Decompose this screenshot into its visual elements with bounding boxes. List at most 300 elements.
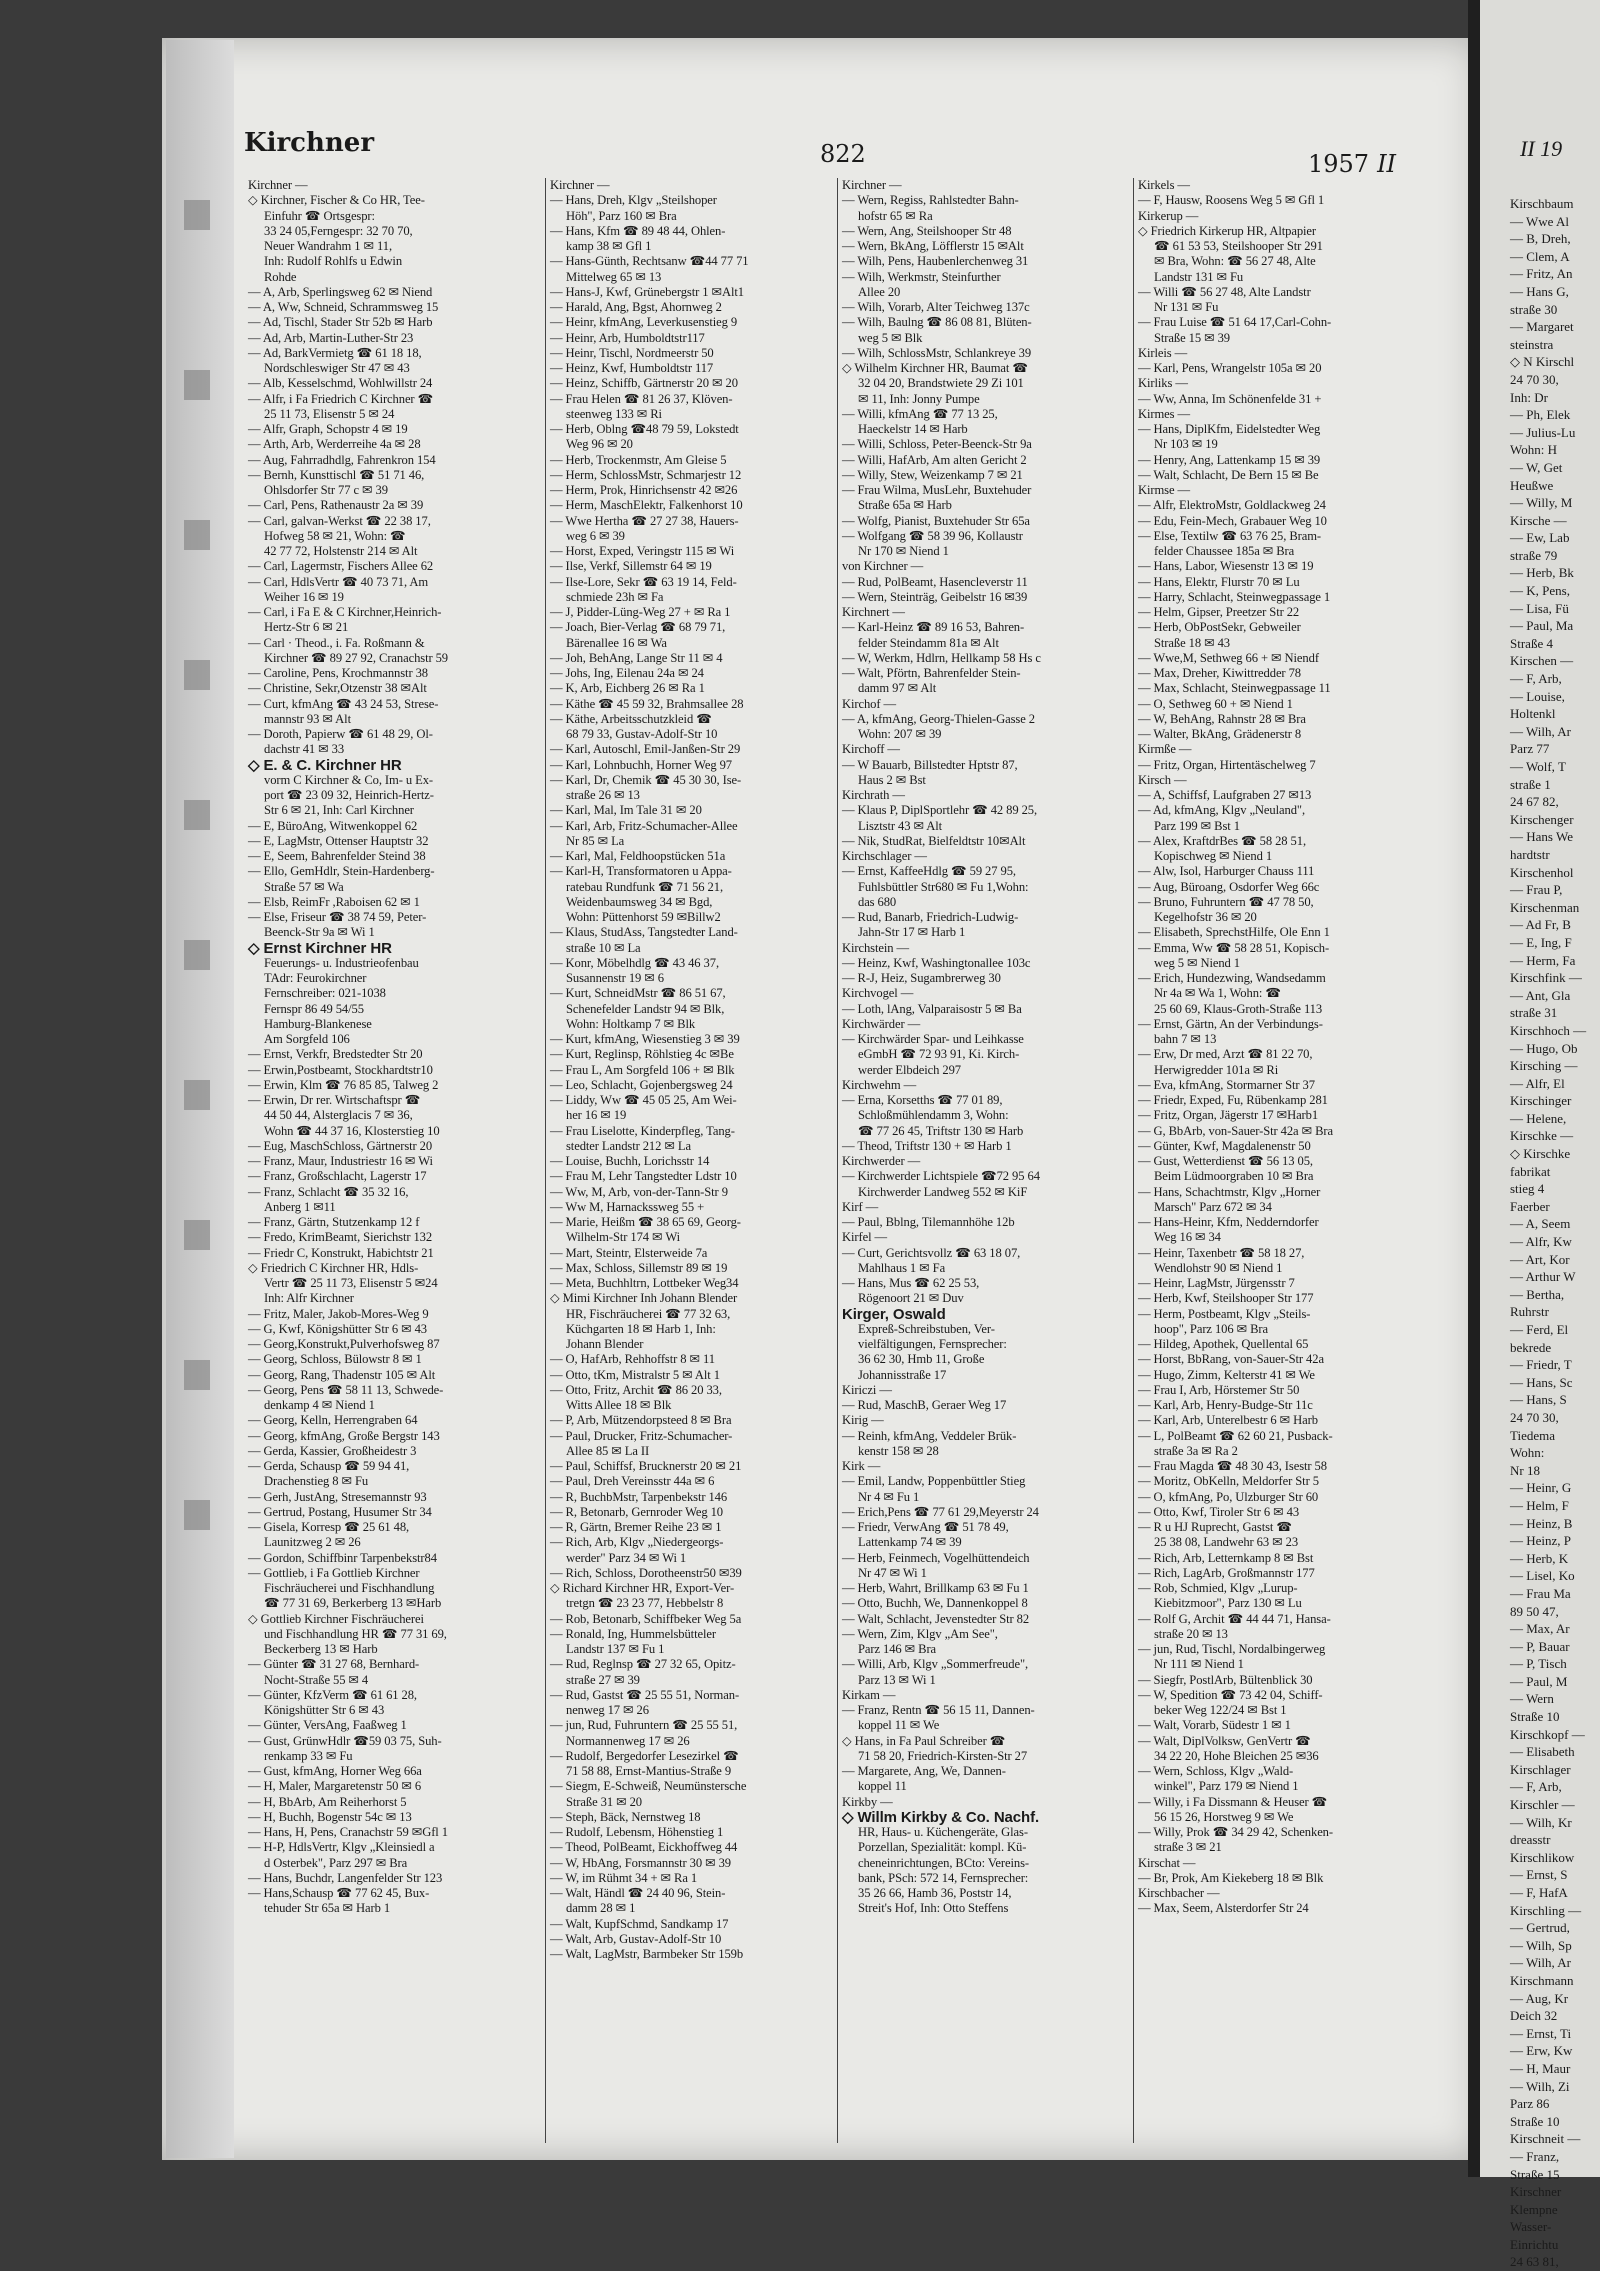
directory-entry-line: — Karl, Dr, Chemik ☎ 45 30 30, Ise-: [550, 772, 742, 787]
next-page-line: Wasser-: [1510, 2219, 1552, 2235]
directory-entry-line: ◇ Friedrich C Kirchner HR, Hdls-: [248, 1260, 419, 1275]
directory-entry-line: — Ernst, KaffeeHdlg ☎ 59 27 95,: [842, 864, 1016, 879]
directory-entry-line: — A, Schiffsf, Laufgraben 27 ✉13: [1138, 788, 1312, 802]
directory-entry-line: — Rich, Arb, Klgv „Niedergeorgs-: [550, 1535, 724, 1550]
directory-entry-line: — Paul, Bblng, Tilemannhöhe 12b: [842, 1215, 1015, 1229]
directory-entry-line: — Carl, HdlsVertr ☎ 40 73 71, Am: [248, 574, 429, 589]
next-page-line: Kirschenger: [1510, 811, 1574, 827]
directory-entry-line: — Frau L, Am Sorgfeld 106 + ✉ Blk: [550, 1062, 735, 1077]
directory-entry-line: — Reinh, kfmAng, Veddeler Brük-: [842, 1428, 1017, 1443]
directory-entry-line: Landstr 137 ✉ Fu 1: [566, 1642, 665, 1656]
directory-entry-line: — Frau I, Arb, Hörstemer Str 50: [1138, 1382, 1300, 1397]
next-page-line: — Heinr, G: [1510, 1480, 1572, 1496]
directory-entry-line: — O, HafArb, Rehhoffstr 8 ✉ 11: [550, 1352, 715, 1367]
directory-entry-line: Kirchner —: [550, 178, 610, 192]
directory-entry-line: 25 38 08, Landwehr 63 ✉ 23: [1154, 1535, 1299, 1550]
directory-entry-line: das 680: [858, 894, 897, 909]
directory-entry-line: ✉ 11, Inh: Jonny Pumpe: [858, 391, 980, 406]
next-page-line: straße 31: [1510, 1005, 1558, 1021]
directory-entry-line: Weiher 16 ✉ 19: [264, 589, 344, 604]
next-page-line: — Max, Ar: [1510, 1621, 1570, 1637]
column-rule: [1133, 178, 1134, 2143]
next-page-line: — Ant, Gla: [1510, 987, 1571, 1003]
directory-entry-line: Höh", Parz 160 ✉ Bra: [566, 208, 677, 223]
next-page-line: Straße 4: [1510, 635, 1553, 651]
directory-entry-line: — Harald, Ang, Bgst, Ahornweg 2: [550, 300, 722, 314]
directory-entry-line: — Günter ☎ 31 27 68, Bernhard-: [248, 1657, 420, 1672]
directory-entry-line: — P, Arb, Mützendorpsteed 8 ✉ Bra: [550, 1413, 732, 1428]
directory-entry-line: — Eug, MaschSchloss, Gärtnerstr 20: [248, 1138, 433, 1153]
next-page-line: Heußwe: [1510, 477, 1554, 493]
directory-entry-line: Feuerungs- u. Industrieofenbau: [264, 955, 419, 970]
next-page-line: — K, Pens,: [1510, 583, 1570, 599]
directory-entry-line: Nr 85 ✉ La: [566, 833, 625, 848]
next-page-line: — Heinz, P: [1510, 1533, 1572, 1549]
directory-entry-line: straße 3 ✉ 21: [1154, 1840, 1222, 1855]
directory-entry-line: — jun, Rud, Tischl, Nordalbingerweg: [1138, 1642, 1326, 1656]
directory-entry-line: straße 27 ✉ 39: [566, 1672, 640, 1687]
directory-entry-line: steenweg 133 ✉ Ri: [566, 406, 662, 421]
directory-entry-line: 36 62 30, Hmb 11, Große: [858, 1352, 985, 1367]
directory-entry-line: — Carl, i Fa E & C Kirchner,Heinrich-: [248, 605, 442, 619]
directory-entry-line: — Willy, i Fa Dissmann & Heuser ☎: [1138, 1794, 1328, 1809]
directory-entry-line: ◇ Wilhelm Kirchner HR, Baumat ☎: [842, 361, 1028, 375]
directory-entry-line: — H, Maler, Margaretenstr 50 ✉ 6: [248, 1779, 422, 1794]
directory-entry-line: — Hans, Buchdr, Langenfelder Str 123: [248, 1870, 443, 1885]
directory-entry-line: — Max, Seem, Alsterdorfer Str 24: [1138, 1901, 1309, 1916]
directory-entry-line: — Rudolf, Lebensm, Höhenstieg 1: [550, 1825, 724, 1839]
directory-entry-line: koppel 11: [858, 1779, 907, 1794]
directory-entry-line: ☎ 77 31 69, Berkerberg 13 ✉Harb: [264, 1596, 442, 1611]
directory-entry-line: — Joh, BehAng, Lange Str 11 ✉ 4: [550, 650, 723, 665]
next-page-line: — Paul, M: [1510, 1673, 1568, 1689]
directory-entry-line: — Theod, PolBeamt, Eickhoffweg 44: [550, 1840, 738, 1855]
next-page-line: — Willy, M: [1510, 495, 1573, 511]
directory-entry-line: — E, LagMstr, Ottenser Hauptstr 32: [248, 833, 429, 848]
directory-entry-line: — Kurt, kfmAng, Wiesenstieg 3 ✉ 39: [550, 1032, 740, 1046]
directory-entry-line: Nr 103 ✉ 19: [1154, 437, 1218, 452]
directory-entry-line: bank, PSch: 572 14, Fernsprecher:: [858, 1870, 1029, 1885]
directory-entry-line: — Horst, Exped, Veringstr 115 ✉ Wi: [550, 544, 735, 558]
directory-entry-line: — Walt, Arb, Gustav-Adolf-Str 10: [550, 1931, 722, 1946]
column-rule: [837, 178, 838, 2143]
directory-entry-line: straße 3a ✉ Ra 2: [1154, 1443, 1238, 1458]
directory-entry-line: Kirkby —: [842, 1794, 893, 1809]
next-page-line: — Wwe Al: [1510, 213, 1569, 229]
next-page-line: — Hans G,: [1510, 283, 1569, 299]
directory-entry-line: — Willi, Schloss, Peter-Beenck-Str 9a: [842, 437, 1032, 452]
directory-entry-line: — Hans, Dreh, Klgv „Steilshoper: [550, 193, 717, 208]
directory-entry-line: ratebau Rundfunk ☎ 71 56 21,: [566, 879, 723, 894]
directory-entry-line: — Walt, Schlacht, Jevenstedter Str 82: [842, 1611, 1030, 1626]
directory-entry-line: — Gordon, Schiffbinr Tarpenbekstr84: [248, 1550, 437, 1565]
directory-entry-line: — Frau Magda ☎ 48 30 43, Isestr 58: [1138, 1459, 1327, 1473]
directory-entry-line: — Günter, Kwf, Magdalenenstr 50: [1138, 1138, 1311, 1153]
directory-entry-line: — Alex, KraftdrBes ☎ 58 28 51,: [1138, 833, 1306, 848]
directory-entry-line: werder" Parz 34 ✉ Wi 1: [566, 1550, 687, 1565]
directory-entry-line: — Alfr, ElektroMstr, Goldlackweg 24: [1138, 498, 1326, 513]
next-page-line: Wohn:: [1510, 1445, 1545, 1461]
directory-entry-line: Nordschleswiger Str 47 ✉ 43: [264, 361, 410, 375]
next-page-line: straße 30: [1510, 301, 1558, 317]
directory-entry-line: port ☎ 23 09 32, Heinrich-Hertz-: [264, 788, 434, 802]
directory-entry-line: — Emil, Landw, Poppenbüttler Stieg: [842, 1474, 1026, 1489]
directory-entry-line: — Hans-J, Kwf, Grünebergstr 1 ✉Alt1: [550, 284, 744, 299]
directory-entry-line: Kirmes —: [1138, 406, 1191, 421]
directory-entry-line: — Helm, Gipser, Preetzer Str 22: [1138, 605, 1300, 619]
directory-entry-line: — jun, Rud, Fuhruntern ☎ 25 55 51,: [550, 1718, 738, 1733]
directory-entry-line: — Gerda, Kassier, Großheidestr 3: [248, 1443, 417, 1458]
directory-entry-line: Wohn: 207 ✉ 39: [858, 727, 942, 741]
directory-entry-line: ◇ Friedrich Kirkerup HR, Altpapier: [1138, 223, 1317, 238]
directory-entry-line: Kirfel —: [842, 1230, 888, 1245]
directory-entry-line: — Kirchwärder Spar- und Leihkasse: [842, 1032, 1024, 1046]
directory-entry-line: — Klaus P, DiplSportlehr ☎ 42 89 25,: [842, 803, 1038, 818]
directory-entry-line: — Erna, Korsetths ☎ 77 01 89,: [842, 1093, 1003, 1107]
directory-entry-line: — Caroline, Pens, Krochmannstr 38: [248, 666, 428, 680]
directory-entry-line: Normannenweg 17 ✉ 26: [566, 1733, 690, 1748]
directory-entry-line: Nocht-Straße 55 ✉ 4: [264, 1672, 369, 1687]
next-page-line: Kirsching —: [1510, 1058, 1578, 1074]
directory-entry-line: Lattenkamp 74 ✉ 39: [858, 1535, 962, 1550]
directory-entry-line: — Erich,Pens ☎ 77 61 29,Meyerstr 24: [842, 1504, 1039, 1519]
directory-entry-line: hoop", Parz 106 ✉ Bra: [1154, 1321, 1268, 1336]
directory-entry-line: — R, Gärtn, Bremer Reihe 23 ✉ 1: [550, 1520, 722, 1534]
directory-entry-line: — W, BehAng, Rahnstr 28 ✉ Bra: [1138, 711, 1306, 726]
directory-entry-line: — Rud, PolBeamt, Hasencleverstr 11: [842, 574, 1028, 589]
directory-entry-line: Parz 199 ✉ Bst 1: [1154, 818, 1240, 833]
column-4: [1138, 178, 1438, 1917]
next-page-line: Wohn: H: [1510, 442, 1557, 458]
page-header-year: [1308, 150, 1396, 178]
directory-entry-line: Johann Blender: [566, 1337, 644, 1351]
directory-entry-line: — Fredo, KrimBeamt, Sierichstr 132: [248, 1230, 433, 1245]
directory-entry-line: — Hans, H, Pens, Cranachstr 59 ✉Gfl 1: [248, 1825, 448, 1839]
directory-entry-line: — Gust, kfmAng, Horner Weg 66a: [248, 1764, 422, 1778]
next-page-line: — Franz,: [1510, 2148, 1560, 2164]
directory-entry-line: von Kirchner —: [842, 559, 924, 574]
directory-entry-line: Allee 20: [858, 284, 901, 299]
directory-entry-line: Kirkerup —: [1138, 208, 1199, 223]
next-page-line: Kirschlager: [1510, 1761, 1571, 1777]
directory-entry-line: — Herb, Trockenmstr, Am Gleise 5: [550, 452, 727, 467]
directory-entry-line: — Rich, Arb, Letternkamp 8 ✉ Bst: [1138, 1550, 1314, 1565]
directory-entry-line: Nr 111 ✉ Niend 1: [1154, 1657, 1244, 1672]
next-page-header: II 19: [1520, 136, 1563, 161]
next-page-line: ◇ N Kirschl: [1510, 354, 1575, 370]
next-page-line: fabrikat: [1510, 1163, 1551, 1179]
directory-entry-line: Kirchnert —: [842, 605, 905, 619]
directory-entry-line: — Herm, Postbeamt, Klgv „Steils-: [1138, 1306, 1311, 1321]
directory-entry-line: — Friedr, Exped, Fu, Rübenkamp 281: [1138, 1093, 1328, 1107]
directory-entry-line: Kirmße —: [1138, 742, 1192, 757]
directory-entry-line: — H, Buchh, Bogenstr 54c ✉ 13: [248, 1809, 412, 1824]
directory-entry-line: — Franz, Rentn ☎ 56 15 11, Dannen-: [842, 1703, 1035, 1717]
directory-entry-line: — Arth, Arb, Werderreihe 4a ✉ 28: [248, 437, 421, 452]
next-page-line: Kirschhoch —: [1510, 1022, 1587, 1038]
directory-entry-line: — Frau Helen ☎ 81 26 37, Klöven-: [550, 391, 733, 406]
next-page-line: — Frau Ma: [1510, 1585, 1571, 1601]
directory-entry-line: — Alb, Kesselschmd, Wohlwillstr 24: [248, 376, 433, 391]
directory-entry-line: — Loth, lAng, Valparaisostr 5 ✉ Ba: [842, 1001, 1022, 1016]
directory-entry-line: d Osterbek", Parz 297 ✉ Bra: [264, 1855, 408, 1870]
directory-entry-line: — Fritz, Organ, Hirtentäschelweg 7: [1138, 757, 1316, 772]
directory-entry-line: kenstr 158 ✉ 28: [858, 1443, 939, 1458]
directory-entry-line: — Friedr C, Konstrukt, Habichtstr 21: [248, 1245, 434, 1260]
directory-entry-line: ◇ Kirchner, Fischer & Co HR, Tee-: [248, 193, 425, 208]
directory-entry-line: — Gerda, Schausp ☎ 59 94 41,: [248, 1459, 410, 1473]
next-page-line: — Fritz, An: [1510, 266, 1573, 282]
directory-entry-line: 44 50 44, Alsterglacis 7 ✉ 36,: [264, 1108, 413, 1123]
directory-entry-line: — Hans, Schachtmstr, Klgv „Horner: [1138, 1184, 1321, 1199]
directory-entry-line: — Henry, Ang, Lattenkamp 15 ✉ 39: [1138, 452, 1321, 467]
next-page-line: — Lisa, Fü: [1510, 600, 1569, 616]
directory-entry-line: Kirchschlager —: [842, 849, 927, 863]
next-page-line: — Heinz, B: [1510, 1515, 1573, 1531]
directory-entry-line: tehuder Str 65a ✉ Harb 1: [264, 1901, 391, 1916]
directory-entry-line: Lisztstr 43 ✉ Alt: [858, 818, 943, 833]
directory-entry-line: — W, Werkm, Hdlrn, Hellkamp 58 Hs c: [842, 650, 1041, 665]
directory-entry-line: Herwigredder 101a ✉ Ri: [1154, 1062, 1279, 1077]
directory-entry-line: — Ad, Arb, Martin-Luther-Str 23: [248, 330, 414, 345]
directory-entry-line: Susannenstr 19 ✉ 6: [566, 971, 664, 985]
directory-entry-line: Porzellan, Spezialität: kompl. Kü-: [858, 1840, 1027, 1855]
next-page-line: — Helene,: [1510, 1110, 1567, 1126]
next-page-line: — Herb, K: [1510, 1550, 1569, 1566]
directory-entry-line: — Wilh, Baulng ☎ 86 08 81, Blüten-: [842, 315, 1032, 330]
directory-entry-line: Küchgarten 18 ✉ Harb 1, Inh:: [566, 1321, 716, 1336]
directory-entry-line: — Johs, Ing, Eilenau 24a ✉ 24: [550, 666, 704, 680]
directory-entry-line: — Else, Friseur ☎ 38 74 59, Peter-: [248, 910, 427, 924]
directory-entry-line: — Hildeg, Apothek, Quellental 65: [1138, 1337, 1309, 1351]
next-page-line: — Hans, Sc: [1510, 1374, 1573, 1390]
directory-entry-line: Mahlhaus 1 ✉ Fa: [858, 1260, 946, 1275]
directory-entry-line: — Herm, SchlossMstr, Schmarjestr 12: [550, 467, 742, 482]
directory-entry-line: — Wilh, Vorarb, Alter Teichweg 137c: [842, 300, 1030, 314]
directory-entry-line: Kirliks —: [1138, 376, 1188, 391]
next-page-line: — Wern: [1510, 1691, 1554, 1707]
directory-entry-line: winkel", Parz 179 ✉ Niend 1: [1154, 1779, 1299, 1794]
next-page-line: Kirschen —: [1510, 653, 1574, 669]
directory-entry-line: Beckerberg 13 ✉ Harb: [264, 1642, 378, 1656]
directory-entry-line: — Br, Prok, Am Kiekeberg 18 ✉ Blk: [1138, 1870, 1324, 1885]
directory-entry-line: 25 11 73, Elisenstr 5 ✉ 24: [264, 406, 395, 421]
directory-entry-line: tretgn ☎ 23 23 77, Hebbelstr 8: [566, 1596, 724, 1611]
directory-entry-line: — Alw, Isol, Harburger Chauss 111: [1138, 864, 1315, 879]
page-number: 822: [820, 140, 866, 168]
directory-entry-line: weg 5 ✉ Blk: [858, 330, 923, 345]
next-page-line: — Helm, F: [1510, 1497, 1569, 1513]
directory-entry-line: Kirchstein —: [842, 940, 910, 955]
directory-entry-line: Kirchof —: [842, 696, 897, 711]
directory-entry-line: — Georg, Schloss, Bülowstr 8 ✉ 1: [248, 1352, 422, 1367]
directory-entry-line: — H, BbArb, Am Reiherhorst 5: [248, 1794, 407, 1809]
next-page-line: Klempne: [1510, 2201, 1558, 2217]
next-page-lines: [1510, 195, 1586, 2271]
directory-entry-line: — Wolfg, Pianist, Buxtehuder Str 65a: [842, 513, 1030, 528]
next-page-line: Ruhrstr: [1510, 1304, 1549, 1320]
directory-entry-line: — Hans, Elektr, Flurstr 70 ✉ Lu: [1138, 574, 1300, 589]
directory-entry-line: — Walt, Schlacht, De Bern 15 ✉ Be: [1138, 467, 1319, 482]
directory-entry-line: weg 6 ✉ 39: [566, 528, 625, 543]
directory-entry-line: — Georg, Kelln, Herrengraben 64: [248, 1413, 418, 1428]
directory-entry-line: — Hans-Heinr, Kfm, Nedderndorfer: [1138, 1215, 1319, 1229]
directory-entry-line: — Ernst, Verkfr, Bredstedter Str 20: [248, 1047, 423, 1062]
next-page-line: 24 63 81,: [1510, 2254, 1559, 2270]
directory-entry-line: — Wilh, Pens, Haubenlerchenweg 31: [842, 254, 1029, 269]
directory-entry-line: Kegelhofstr 36 ✉ 20: [1154, 910, 1257, 924]
directory-entry-line: — Karl-Heinz ☎ 89 16 53, Bahren-: [842, 620, 1025, 635]
next-page-line: — Gertrud,: [1510, 1920, 1570, 1936]
directory-entry-line: Expreß-Schreibstuben, Ver-: [858, 1321, 995, 1336]
directory-entry-line: ✉ Bra, Wohn: ☎ 56 27 48, Alte: [1154, 254, 1316, 269]
next-page-line: — P, Tisch: [1510, 1656, 1567, 1672]
next-page-line: Kirschenhol: [1510, 864, 1574, 880]
directory-entry-line: mannstr 93 ✉ Alt: [264, 711, 351, 726]
directory-entry-line: — Elsb, ReimFr ,Raboisen 62 ✉ 1: [248, 894, 420, 909]
directory-entry-line: Nr 4a ✉ Wa 1, Wohn: ☎: [1154, 986, 1281, 1001]
directory-entry-line: — Kurt, Reglinsp, Röhlstieg 4c ✉Be: [550, 1047, 734, 1062]
directory-entry-line: straße 26 ✉ 13: [566, 788, 640, 802]
directory-entry-line: — Alfr, Graph, Schopstr 4 ✉ 19: [248, 422, 408, 436]
directory-entry-line: Wohn ☎ 44 37 16, Klosterstieg 10: [264, 1123, 440, 1138]
directory-entry-line: damm 97 ✉ Alt: [858, 681, 937, 696]
directory-entry-line: Kirchoff —: [842, 742, 900, 757]
next-page-line: — Friedr, T: [1510, 1357, 1572, 1373]
next-page-line: — Hugo, Ob: [1510, 1040, 1578, 1056]
directory-entry-line: — Eva, kfmAng, Stormarner Str 37: [1138, 1077, 1315, 1092]
directory-entry-line: — R-J, Heiz, Sugambrerweg 30: [842, 971, 1001, 985]
directory-entry-line: — Carl · Theod., i. Fa. Roßmann &: [248, 635, 425, 650]
directory-entry-line: — Heinr, Tischl, Nordmeerstr 50: [550, 345, 714, 360]
directory-entry-line: Kirchner ☎ 89 27 92, Cranachstr 59: [264, 650, 449, 665]
directory-entry-line: — Marie, Heißm ☎ 38 65 69, Georg-: [550, 1215, 741, 1229]
next-page-line: — W, Get: [1510, 459, 1563, 475]
next-page-line: straße 79: [1510, 547, 1558, 563]
directory-entry-line: — Rich, Schloss, Dorotheenstr50 ✉39: [550, 1565, 742, 1580]
directory-entry-line: Kirleis —: [1138, 345, 1188, 360]
directory-entry-line: — Heinr, LagMstr, Jürgensstr 7: [1138, 1276, 1295, 1290]
directory-entry-line: — Else, Textilw ☎ 63 76 25, Bram-: [1138, 528, 1322, 543]
directory-entry-line: — Käthe, Arbeitsschutzkleid ☎: [550, 711, 712, 726]
next-page-line: Kirschmann: [1510, 1972, 1574, 1988]
directory-entry-line: — Karl, Lohnbuchh, Horner Weg 97: [550, 757, 732, 772]
next-page-line: dreasstr: [1510, 1832, 1551, 1848]
directory-entry-line: Kirkam —: [842, 1687, 896, 1702]
directory-entry-line: 56 15 26, Horstweg 9 ✉ We: [1154, 1809, 1294, 1824]
next-page-line: Kirschling —: [1510, 1902, 1582, 1918]
directory-entry-line: — Willi ☎ 56 27 48, Alte Landstr: [1138, 284, 1311, 299]
next-page-line: — Ph, Elek: [1510, 407, 1571, 423]
next-page-line: — Wilh, Kr: [1510, 1814, 1572, 1830]
directory-entry-line: Kirsch —: [1138, 772, 1187, 787]
directory-entry-line: Landstr 131 ✉ Fu: [1154, 269, 1244, 284]
directory-entry-line: TAdr: Feurokirchner: [264, 971, 367, 985]
directory-entry-line: — Ad, BarkVermietg ☎ 61 18 18,: [248, 345, 422, 360]
directory-entry-line: — A, Ww, Schneid, Schrammsweg 15: [248, 300, 439, 314]
next-page-line: — H, Maur: [1510, 2060, 1571, 2076]
directory-entry-line: hofstr 65 ✉ Ra: [858, 208, 933, 223]
page-binding: [166, 40, 234, 2158]
directory-entry-line: — O, Sethweg 60 + ✉ Niend 1: [1138, 696, 1293, 711]
directory-entry-line: — Ronald, Ing, Hummelsbütteler: [550, 1626, 716, 1641]
directory-entry-line: — Walt, Vorarb, Südestr 1 ✉ 1: [1138, 1718, 1291, 1733]
next-page-line: hardtstr: [1510, 846, 1550, 862]
next-page-line: — P, Bauar: [1510, 1638, 1570, 1654]
directory-entry-line: HR, Haus- u. Küchengeräte, Glas-: [858, 1825, 1028, 1839]
directory-entry-line: — Max, Schloss, Sillemstr 89 ✉ 19: [550, 1260, 728, 1275]
directory-entry-line: — Herm, Prok, Hinrichsenstr 42 ✉26: [550, 483, 738, 497]
directory-entry-line: — Siegfr, PostlArb, Bültenblick 30: [1138, 1672, 1313, 1687]
directory-entry-line: — Rich, LagArb, Großmannstr 177: [1138, 1565, 1315, 1580]
directory-entry-line: — R, Betonarb, Gernroder Weg 10: [550, 1504, 723, 1519]
directory-entry-line: Kirger, Oswald: [842, 1305, 946, 1323]
directory-entry-line: — Georg, Rang, Thadenstr 105 ✉ Alt: [248, 1367, 436, 1382]
directory-entry-line: Einfuhr ☎ Ortsgespr:: [264, 208, 375, 223]
directory-entry-line: — Bruno, Fuhruntern ☎ 47 78 50,: [1138, 894, 1314, 909]
directory-entry-line: Kirk —: [842, 1459, 881, 1473]
directory-entry-line: — Carl, galvan-Werkst ☎ 22 38 17,: [248, 513, 431, 528]
directory-entry-line: vielfältigungen, Fernsprecher:: [858, 1337, 1007, 1351]
directory-entry-line: cheneinrichtungen, BCto: Vereins-: [858, 1855, 1029, 1870]
directory-entry-line: Kopischweg ✉ Niend 1: [1154, 849, 1273, 863]
next-page-line: 89 50 47,: [1510, 1603, 1559, 1619]
directory-entry-line: — Rud, Banarb, Friedrich-Ludwig-: [842, 910, 1019, 924]
directory-entry-line: — Louise, Buchh, Lorichsstr 14: [550, 1154, 710, 1168]
next-page-line: Holtenkl: [1510, 706, 1556, 722]
directory-entry-line: — Hans,Schausp ☎ 77 62 45, Bux-: [248, 1886, 430, 1900]
directory-entry-line: Weg 96 ✉ 20: [566, 437, 633, 452]
next-page-line: — Louise,: [1510, 688, 1565, 704]
directory-entry-line: — Walter, BkAng, Grädenerstr 8: [1138, 727, 1302, 741]
next-page-line: — Margaret: [1510, 319, 1574, 335]
directory-entry-line: — Wern, BkAng, Löfflerstr 15 ✉Alt: [842, 239, 1024, 253]
directory-entry-line: — Wern, Zim, Klgv „Am See",: [842, 1626, 998, 1641]
directory-entry-line: Beim Lüdmoorgraben 10 ✉ Bra: [1154, 1169, 1314, 1184]
directory-entry-line: Fernspr 86 49 54/55: [264, 1001, 364, 1016]
next-page-line: Deich 32: [1510, 2008, 1558, 2024]
directory-entry-line: werder Elbdeich 297: [858, 1062, 962, 1077]
directory-entry-line: 42 77 72, Holstenstr 214 ✉ Alt: [264, 544, 418, 558]
directory-entry-line: Straße 31 ✉ 20: [566, 1794, 642, 1809]
directory-entry-line: — Herb, Oblng ☎48 79 59, Lokstedt: [550, 422, 739, 436]
directory-entry-line: Straße 65a ✉ Harb: [858, 498, 952, 513]
directory-entry-line: — Erwin,Postbeamt, Stockhardtstr10: [248, 1062, 433, 1077]
directory-entry-line: Parz 13 ✉ Wi 1: [858, 1672, 936, 1687]
next-page-line: Straße 15: [1510, 2166, 1560, 2182]
directory-entry-line: ◇ Ernst Kirchner HR: [248, 939, 392, 957]
next-page-line: Kirsche —: [1510, 512, 1567, 528]
directory-entry-line: Kirchwerder Landweg 552 ✉ KiF: [858, 1184, 1028, 1199]
next-page-line: Kirschner: [1510, 2184, 1562, 2200]
directory-entry-line: — Walt, LagMstr, Barmbeker Str 159b: [550, 1947, 744, 1961]
directory-entry-line: — O, kfmAng, Po, Ulzburger Str 60: [1138, 1489, 1319, 1504]
directory-entry-line: Straße 15 ✉ 39: [1154, 330, 1230, 345]
directory-entry-line: — Fritz, Maler, Jakob-Mores-Weg 9: [248, 1306, 429, 1321]
next-page-line: — Alfr, Kw: [1510, 1234, 1572, 1250]
directory-entry-line: — Erwin, Klm ☎ 76 85 85, Talweg 2: [248, 1077, 439, 1092]
directory-entry-line: — Karl, Arb, Unterelbestr 6 ✉ Harb: [1138, 1413, 1318, 1428]
next-page-line: Parz 86: [1510, 2096, 1550, 2112]
next-page-line: — Elisabeth: [1510, 1744, 1575, 1760]
directory-entry-line: — Wern, Ang, Steilshooper Str 48: [842, 223, 1012, 238]
directory-entry-line: — Georg, Pens ☎ 58 11 13, Schwede-: [248, 1382, 444, 1397]
next-page-line: — B, Dreh,: [1510, 231, 1571, 247]
directory-entry-line: — Hans, DiplKfm, Eidelstedter Weg: [1138, 422, 1321, 436]
directory-entry-line: Weg 16 ✉ 34: [1154, 1230, 1221, 1245]
directory-entry-line: — Erich, Hundezwing, Wandsedamm: [1138, 971, 1326, 985]
next-page-line: Kirschkopf —: [1510, 1726, 1585, 1742]
